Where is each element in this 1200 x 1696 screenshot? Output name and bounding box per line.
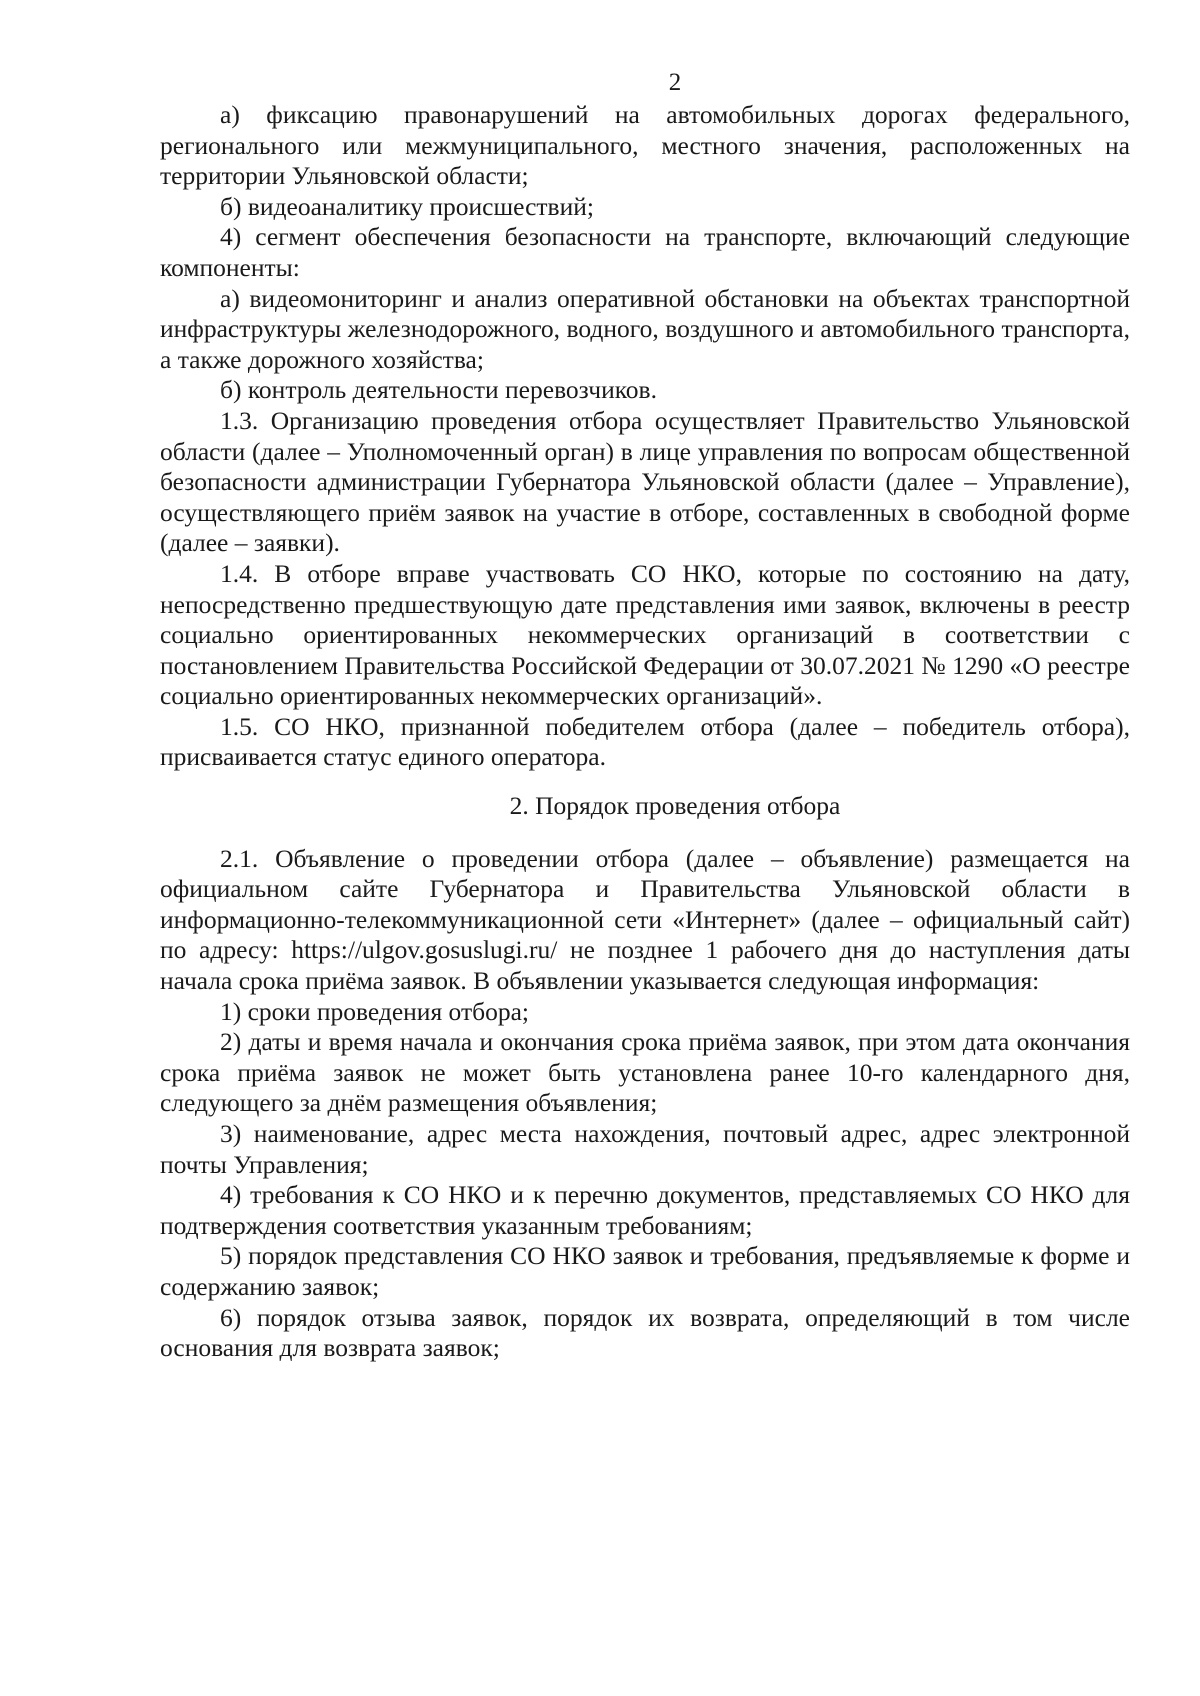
list-item-5: 5) порядок представления СО НКО заявок и требования, предъявляемые к форме и содержанию заявок; <box>160 1241 1130 1301</box>
list-item-2: 2) даты и время начала и окончания срока приёма заявок, при этом дата окончания срока приёма заявок не может быть установлена ранее 10-го календарного дня, следующего за днём размещения объявления; <box>160 1027 1130 1118</box>
paragraph-3a: а) фиксацию правонарушений на автомобильных дорогах федерального, регионального или межмуниципального, местного значения, расположенных на территории Ульяновской области; <box>160 100 1130 191</box>
document-page <box>160 68 1130 1364</box>
paragraph-1-3: 1.3. Организацию проведения отбора осуществляет Правительство Ульяновской области (далее – Уполномоченный орган) в лице управления по вопросам общественной безопасности администрации Губернатора Ульяновской области (далее – Управление), осуществляющего приём заявок на участие в отборе, составленных в свободной форме (далее – заявки). <box>160 405 1130 558</box>
section-heading: 2. Порядок проведения отбора <box>509 791 841 821</box>
paragraph-2-1: 2.1. Объявление о проведении отбора (далее – объявление) размещается на официальном сайте Губернатора и Правительства Ульяновской области в информационно-телекоммуникационной сети «Интернет» (далее – официальный сайт) по адресу: https://ulgov.gosuslugi.ru/ не позднее 1 рабочего дня до наступления даты начала срока приёма заявок. В объявлении указывается следующая информация: <box>160 843 1130 996</box>
paragraph-4a: а) видеомониторинг и анализ оперативной обстановки на объектах транспортной инфраструктуры железнодорожного, водного, воздушного и автомобильного транспорта, а также дорожного хозяйства; <box>160 283 1130 374</box>
paragraph-1-4: 1.4. В отборе вправе участвовать СО НКО, которые по состоянию на дату, непосредственно предшествующую дате представления ими заявок, включены в реестр социально ориентированных некоммерческих организаций в соответствии с постановлением Правительства Российской Федерации от 30.07.2021 № 1290 «О реестре социально ориентированных некоммерческих организаций». <box>160 558 1130 711</box>
list-item-1: 1) сроки проведения отбора; <box>220 996 529 1026</box>
paragraph-1-5: 1.5. СО НКО, признанной победителем отбора (далее – победитель отбора), присваивается статус единого оператора. <box>160 711 1130 772</box>
page-number: 2 <box>668 69 682 96</box>
paragraph-4b: б) контроль деятельности перевозчиков. <box>220 375 657 405</box>
paragraph-4: 4) сегмент обеспечения безопасности на транспорте, включающий следующие компоненты: <box>160 222 1130 282</box>
list-item-3: 3) наименование, адрес места нахождения, почтовый адрес, адрес электронной почты Управления; <box>160 1119 1130 1179</box>
paragraph-3b: б) видеоаналитику происшествий; <box>220 191 594 221</box>
list-item-6: 6) порядок отзыва заявок, порядок их возврата, определяющий в том числе основания для возврата заявок; <box>160 1302 1130 1363</box>
list-item-4: 4) требования к СО НКО и к перечню документов, представляемых СО НКО для подтверждения соответствия указанным требованиям; <box>160 1180 1130 1240</box>
